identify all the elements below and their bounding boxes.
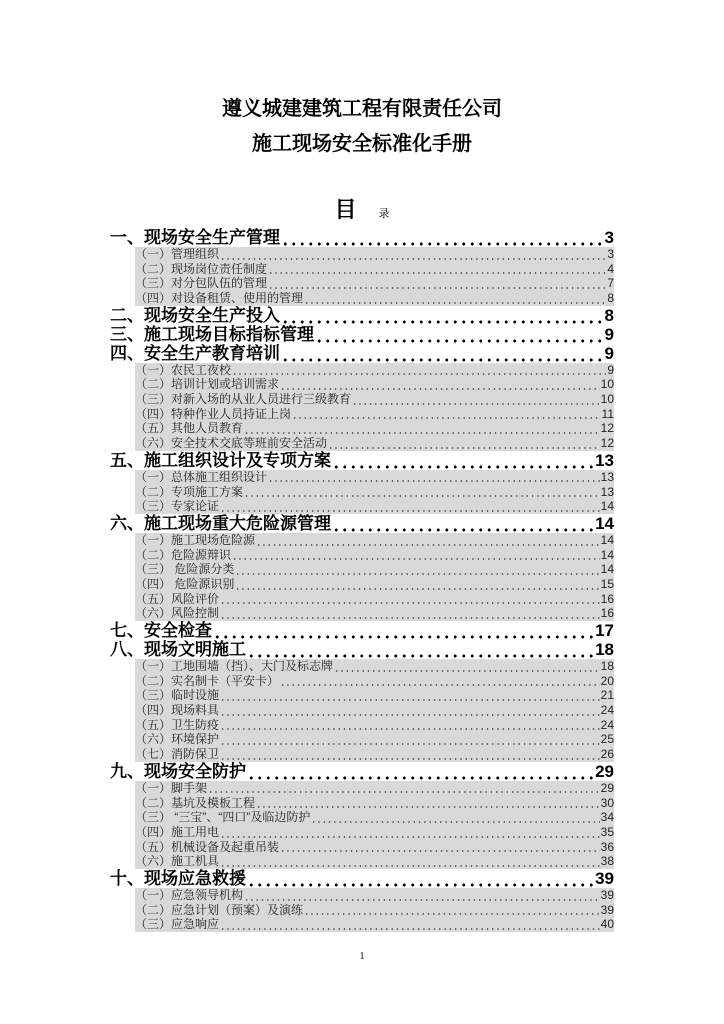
toc-section[interactable]	[110, 762, 614, 781]
toc-entry-title: （六）安全技术交底等班前安全活动	[135, 436, 328, 451]
toc-heading	[0, 193, 724, 224]
dot-leader	[328, 436, 600, 451]
company-name: 遵义城建建筑工程有限责任公司	[222, 98, 502, 120]
toc-entry-title: （一）施工现场危险源	[135, 532, 256, 547]
toc-subsection[interactable]	[135, 276, 614, 291]
dot-leader	[220, 247, 606, 262]
toc-entry-title: （一）管理组织	[135, 246, 220, 261]
toc-section[interactable]	[110, 325, 614, 344]
toc-subsection[interactable]	[135, 781, 614, 796]
dot-leader	[268, 276, 606, 291]
toc-entry-page: 14	[600, 547, 614, 562]
toc-entry-page: 24	[600, 717, 614, 732]
toc-entry-page: 14	[600, 499, 614, 514]
toc-entry-title: （二）专项施工方案	[135, 484, 244, 499]
dot-leader	[244, 485, 600, 500]
toc-entry-page: 3	[604, 228, 614, 247]
dot-leader	[311, 810, 599, 825]
toc-subsection[interactable]	[135, 825, 614, 840]
toc-heading-big: 目	[334, 197, 357, 222]
toc-entry-page: 10	[600, 392, 614, 407]
toc-section[interactable]	[110, 514, 614, 533]
toc-entry-title: （四）对设备租赁、使用的管理	[135, 291, 304, 306]
toc-entry-title: （二）现场岗位责任制度	[135, 261, 268, 276]
toc-subsection[interactable]	[135, 733, 614, 748]
dot-leader	[208, 781, 600, 796]
dot-leader	[332, 451, 594, 470]
toc-subsection[interactable]	[135, 903, 614, 918]
dot-leader	[280, 674, 600, 689]
toc-entry-title: （四）特种作业人员持证上岗	[135, 406, 292, 421]
toc-entry-page: 7	[607, 276, 614, 291]
toc-subsection[interactable]	[135, 592, 614, 607]
toc-entry-page: 38	[600, 854, 614, 869]
toc-subsection[interactable]	[135, 291, 614, 306]
dot-leader	[280, 377, 600, 392]
toc-entry-page: 21	[600, 688, 614, 703]
toc-entry-title: （一）脚手架	[135, 780, 208, 795]
toc-entry-page: 25	[600, 732, 614, 747]
dot-leader	[281, 344, 604, 363]
dot-leader	[292, 407, 601, 422]
toc-entry-page: 35	[600, 824, 614, 839]
toc-entry-page: 26	[600, 747, 614, 762]
dot-leader	[220, 733, 600, 748]
toc-subsection[interactable]	[135, 470, 614, 485]
toc-entry-page: 29	[595, 761, 614, 781]
toc-entry-title: 八、现场文明施工	[110, 640, 246, 660]
toc-subsection[interactable]	[135, 562, 614, 577]
toc-subsection[interactable]	[135, 577, 614, 592]
toc-subsection[interactable]	[135, 247, 614, 262]
toc-entry-title: （五）其他人员教育	[135, 421, 244, 436]
toc-entry-title: （一）工地围墙（挡）、大门及标志牌	[135, 659, 334, 674]
toc-entry-title: （六）施工机具	[135, 854, 220, 869]
toc-entry-title: （四） 危险源识别	[135, 576, 235, 591]
toc-entry-page: 15	[600, 576, 614, 591]
toc-section[interactable]	[110, 451, 614, 470]
dot-leader	[220, 917, 600, 932]
toc-entry-page: 4	[607, 261, 614, 276]
dot-leader	[220, 718, 600, 733]
toc-subsection[interactable]	[135, 674, 614, 689]
toc-subsection[interactable]	[135, 363, 614, 378]
toc-entry-page: 18	[600, 659, 614, 674]
toc-subsection[interactable]	[135, 796, 614, 811]
table-of-contents	[110, 228, 614, 932]
toc-section[interactable]	[110, 621, 614, 640]
dot-leader	[268, 262, 606, 277]
dot-leader	[256, 533, 600, 548]
toc-subsection[interactable]	[135, 703, 614, 718]
dot-leader	[332, 514, 594, 533]
toc-entry-title: （四）现场料具	[135, 703, 220, 718]
dot-leader	[281, 228, 604, 247]
toc-entry-page: 20	[600, 673, 614, 688]
toc-entry-title: （一）应急领导机构	[135, 887, 244, 902]
dot-leader	[232, 363, 606, 378]
toc-entry-title: （二）基坑及模板工程	[135, 795, 256, 810]
toc-section[interactable]	[110, 640, 614, 659]
toc-entry-page: 12	[600, 421, 614, 436]
toc-entry-title: （四）施工用电	[135, 824, 220, 839]
toc-entry-page: 11	[601, 406, 614, 421]
toc-entry-title: （二）应急计划（预案）及演练	[135, 902, 304, 917]
toc-subsection[interactable]	[135, 262, 614, 277]
dot-leader	[244, 422, 600, 437]
toc-entry-page: 29	[600, 780, 614, 795]
toc-subsection[interactable]	[135, 810, 614, 825]
toc-entry-page: 30	[600, 795, 614, 810]
toc-entry-page: 9	[604, 324, 614, 344]
toc-entry-title: 四、安全生产教育培训	[110, 343, 280, 363]
toc-section[interactable]	[110, 306, 614, 325]
toc-subsection[interactable]	[135, 747, 614, 762]
toc-entry-title: （六）环境保护	[135, 732, 220, 747]
dot-leader	[247, 762, 594, 781]
toc-entry-title: （三） “三宝”、“四口”及临边防护	[135, 810, 311, 825]
toc-subsection[interactable]	[135, 888, 614, 903]
toc-entry-page: 18	[595, 640, 614, 660]
toc-subsection[interactable]	[135, 436, 614, 451]
toc-entry-title: 十、现场应急救援	[110, 869, 246, 888]
dot-leader	[244, 888, 600, 903]
toc-entry-page: 39	[595, 869, 614, 888]
toc-subsection[interactable]	[135, 548, 614, 563]
toc-subsection[interactable]	[135, 840, 614, 855]
dot-leader	[235, 577, 599, 592]
dot-leader	[220, 747, 600, 762]
toc-subsection[interactable]	[135, 407, 614, 422]
dot-leader	[304, 903, 600, 918]
dot-leader	[220, 825, 600, 840]
dot-leader	[334, 659, 600, 674]
dot-leader	[220, 703, 600, 718]
toc-subsection[interactable]	[135, 688, 614, 703]
toc-entry-title: （三）临时设施	[135, 688, 220, 703]
toc-entry-title: 九、现场安全防护	[110, 761, 246, 781]
toc-section[interactable]	[110, 869, 614, 888]
toc-entry-page: 8	[607, 291, 614, 306]
toc-entry-page: 9	[604, 343, 614, 363]
toc-subsection[interactable]	[135, 533, 614, 548]
dot-leader	[247, 869, 594, 888]
toc-entry-page: 24	[600, 703, 614, 718]
toc-section[interactable]	[110, 228, 614, 247]
toc-entry-page: 16	[600, 591, 614, 606]
toc-subsection[interactable]	[135, 854, 614, 869]
toc-entry-title: （三）对分包队伍的管理	[135, 276, 268, 291]
toc-entry-title: （二）培训计划或培训需求	[135, 377, 280, 392]
toc-entry-title: （七）消防保卫	[135, 747, 220, 762]
dot-leader	[220, 606, 600, 621]
toc-entry-page: 13	[600, 484, 614, 499]
toc-entry-title: （五）卫生防疫	[135, 717, 220, 732]
toc-entry-title: 二、现场安全生产投入	[110, 305, 280, 325]
toc-entry-title: （二）实名制卡（平安卡）	[135, 673, 280, 688]
toc-entry-page: 8	[604, 305, 614, 325]
toc-entry-page: 14	[600, 532, 614, 547]
toc-entry-page: 34	[600, 810, 614, 825]
dot-leader	[220, 499, 600, 514]
toc-heading-small: 录	[378, 208, 390, 220]
manual-title: 施工现场安全标准化手册	[252, 133, 472, 155]
dot-leader	[281, 306, 604, 325]
toc-entry-title: （三） 危险源分类	[135, 562, 235, 577]
toc-entry-page: 36	[600, 839, 614, 854]
dot-leader	[304, 291, 606, 306]
dot-leader	[352, 392, 600, 407]
toc-subsection[interactable]	[135, 718, 614, 733]
toc-entry-page: 14	[600, 562, 614, 577]
dot-leader	[213, 621, 594, 640]
toc-entry-page: 3	[607, 246, 614, 261]
toc-entry-title: （三）对新入场的从业人员进行三级教育	[135, 392, 352, 407]
toc-subsection[interactable]	[135, 392, 614, 407]
toc-entry-page: 16	[600, 606, 614, 621]
toc-entry-title: （二）危险源辩识	[135, 547, 232, 562]
toc-entry-title: 五、施工组织设计及专项方案	[110, 450, 331, 470]
toc-entry-title: 一、现场安全生产管理	[110, 228, 280, 247]
dot-leader	[315, 325, 604, 344]
toc-entry-title: 三、施工现场目标指标管理	[110, 324, 314, 344]
dot-leader	[232, 548, 600, 563]
dot-leader	[220, 592, 600, 607]
toc-entry-title: （一）农民工夜校	[135, 362, 232, 377]
toc-entry-title: （三）应急响应	[135, 917, 220, 932]
dot-leader	[235, 562, 599, 577]
toc-entry-title: 七、安全检查	[110, 621, 212, 641]
toc-entry-page: 13	[600, 469, 614, 484]
toc-entry-title: 六、施工现场重大危险源管理	[110, 513, 331, 533]
dot-leader	[220, 688, 600, 703]
dot-leader	[247, 640, 594, 659]
toc-entry-title: （三）专家论证	[135, 499, 220, 514]
toc-entry-page: 14	[595, 513, 614, 533]
toc-entry-page: 9	[607, 362, 614, 377]
toc-entry-page: 39	[600, 887, 614, 902]
toc-entry-page: 17	[595, 621, 614, 641]
toc-entry-title: （一）总体施工组织设计	[135, 469, 268, 484]
toc-subsection[interactable]	[135, 485, 614, 500]
dot-leader	[256, 796, 600, 811]
toc-entry-page: 12	[600, 436, 614, 451]
toc-subsection[interactable]	[135, 499, 614, 514]
toc-subsection[interactable]	[135, 659, 614, 674]
dot-leader	[220, 854, 600, 869]
toc-entry-page: 13	[595, 450, 614, 470]
toc-entry-title: （六）风险控制	[135, 606, 220, 621]
toc-section[interactable]	[110, 344, 614, 363]
toc-entry-page: 10	[600, 377, 614, 392]
toc-subsection[interactable]	[135, 377, 614, 392]
page-number: 1	[359, 951, 365, 962]
toc-subsection[interactable]	[135, 917, 614, 932]
dot-leader	[268, 470, 600, 485]
toc-entry-page: 40	[600, 917, 614, 932]
dot-leader	[280, 840, 600, 855]
toc-entry-title: （五）机械设备及起重吊装	[135, 839, 280, 854]
toc-subsection[interactable]	[135, 422, 614, 437]
toc-entry-title: （五）风险评价	[135, 591, 220, 606]
toc-subsection[interactable]	[135, 606, 614, 621]
toc-entry-page: 39	[600, 902, 614, 917]
